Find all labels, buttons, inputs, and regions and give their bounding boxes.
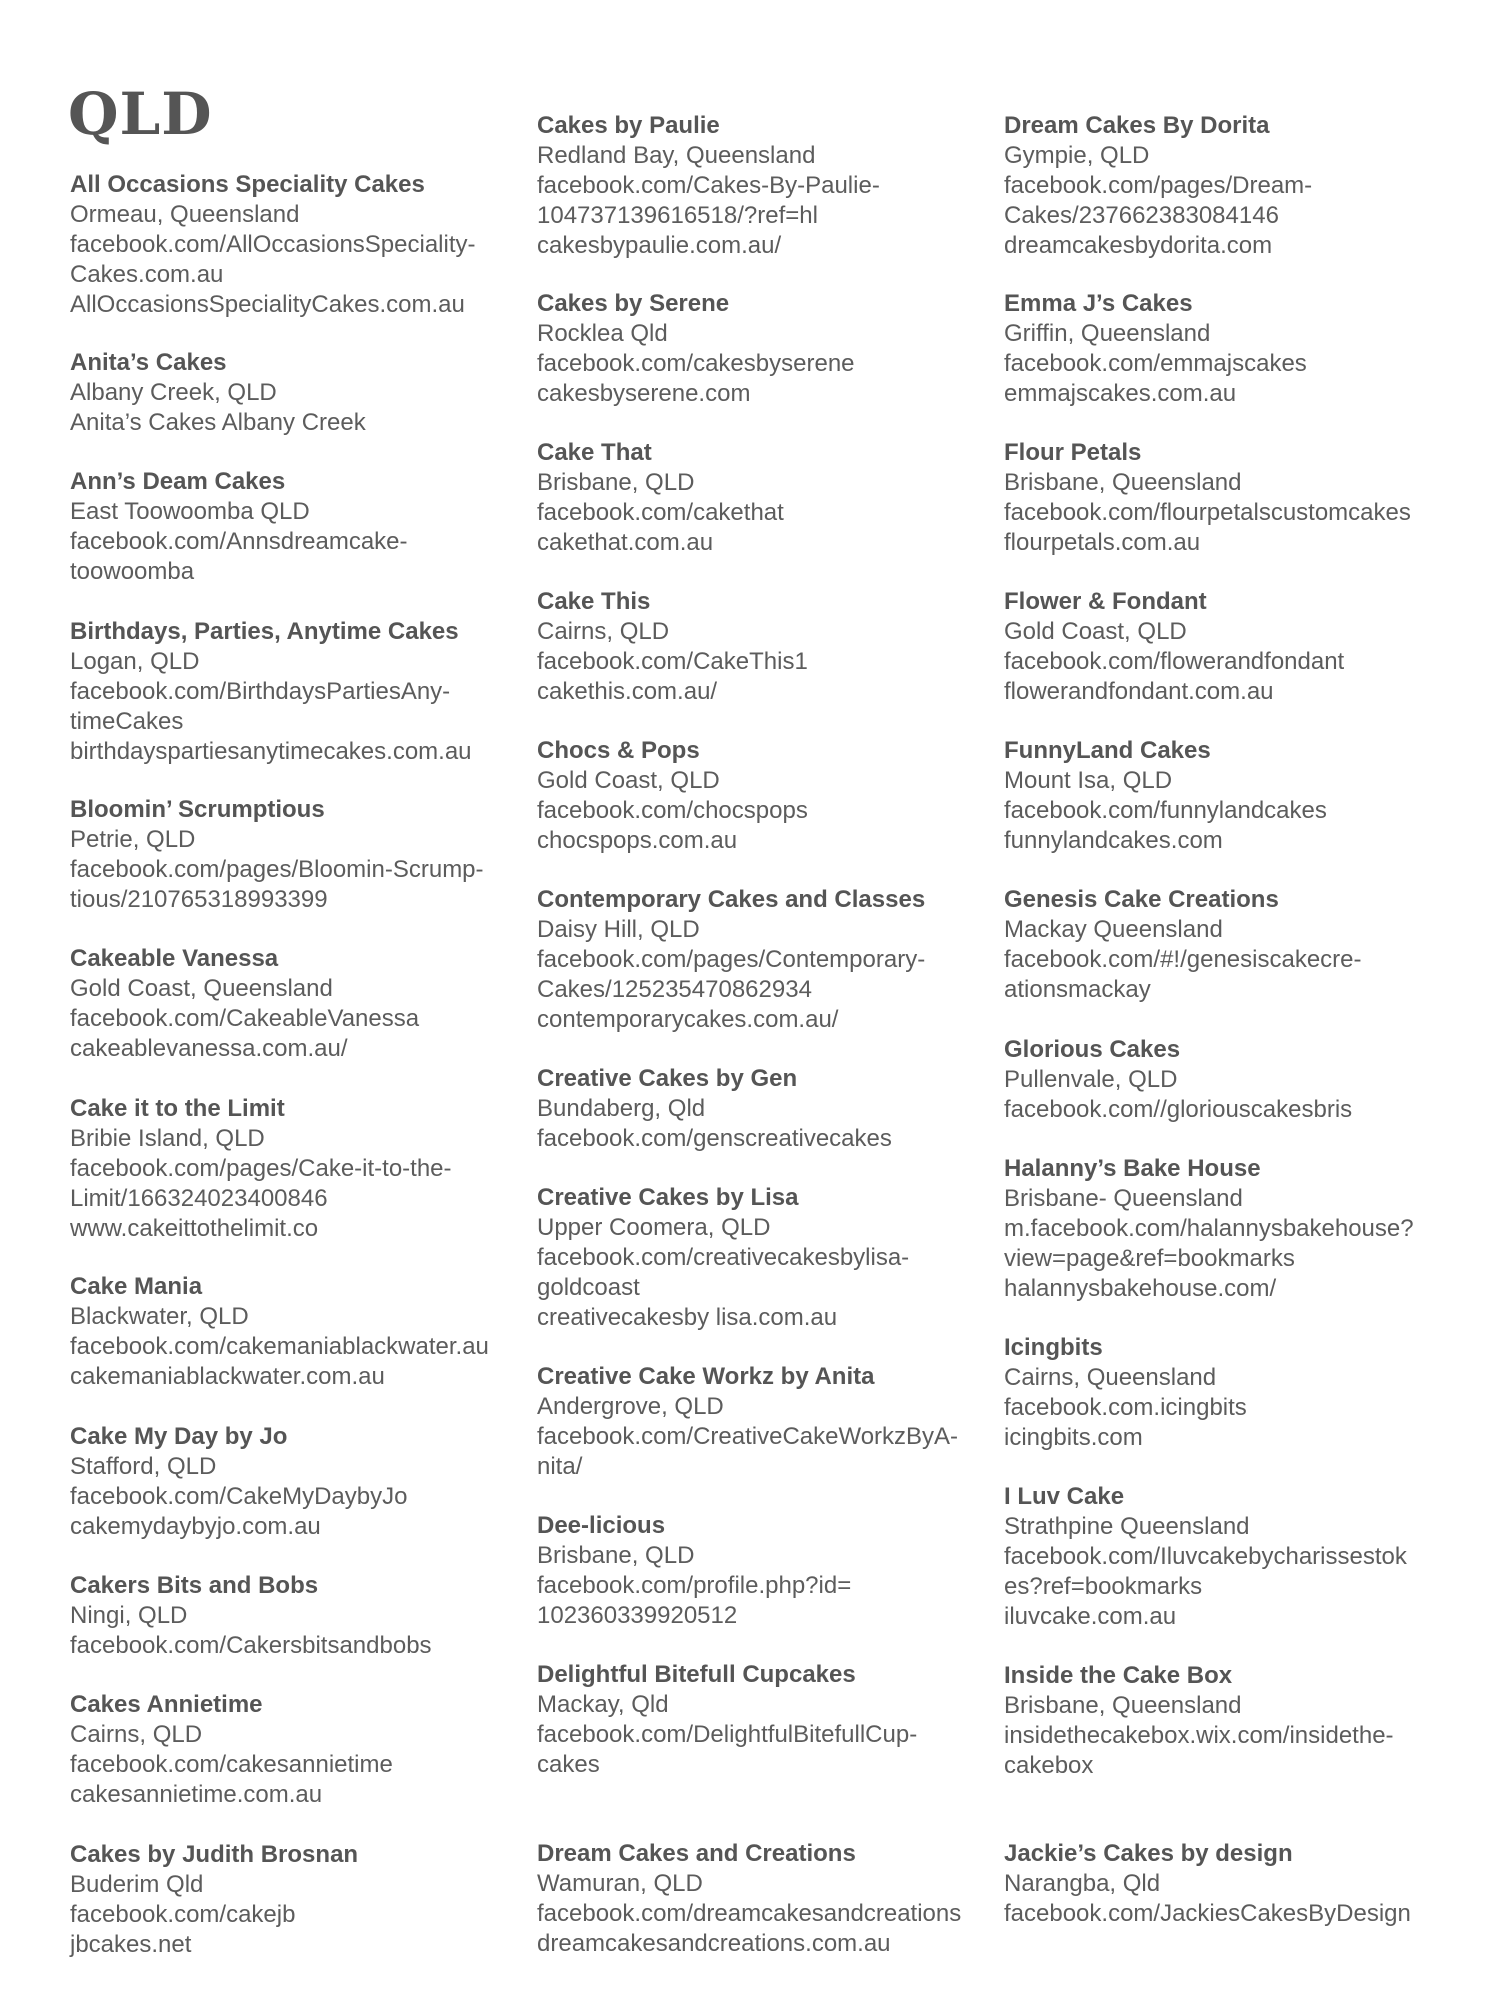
business-link: Cakes/125235470862934: [537, 976, 812, 1003]
business-name: Genesis Cake Creations: [1004, 886, 1279, 913]
business-link: m.facebook.com/halannysbakehouse?: [1004, 1215, 1414, 1242]
business-link: facebook.com/Annsdreamcake-: [70, 528, 408, 555]
business-link: facebook.com/pages/Cake-it-to-the-: [70, 1155, 452, 1182]
business-link: facebook.com/flowerandfondant: [1004, 648, 1345, 675]
business-link: contemporarycakes.com.au/: [537, 1006, 839, 1033]
business-link: timeCakes: [70, 708, 184, 735]
business-name: Cakers Bits and Bobs: [70, 1572, 319, 1599]
business-link: ationsmackay: [1004, 976, 1151, 1003]
business-name: Cakes by Judith Brosnan: [70, 1841, 359, 1868]
business-location: Brisbane, Queensland: [1004, 469, 1242, 496]
business-name: Birthdays, Parties, Anytime Cakes: [70, 618, 459, 645]
business-listing: [1004, 1333, 1474, 1453]
business-listing: [537, 1362, 1007, 1482]
business-listing: [1004, 1839, 1474, 1929]
business-name: Ann’s Deam Cakes: [70, 468, 286, 495]
business-name: Bloomin’ Scrumptious: [70, 796, 325, 823]
business-location: Gold Coast, Queensland: [70, 975, 333, 1002]
business-location: Strathpine Queensland: [1004, 1513, 1250, 1540]
business-link: dreamcakesandcreations.com.au: [537, 1930, 891, 1957]
business-listing: [537, 1839, 1007, 1959]
business-location: Brisbane, QLD: [537, 1542, 695, 1569]
business-link: cakemaniablackwater.com.au: [70, 1363, 385, 1390]
business-link: flowerandfondant.com.au: [1004, 678, 1274, 705]
business-link: cakesbyserene.com: [537, 380, 751, 407]
business-link: creativecakesby lisa.com.au: [537, 1304, 838, 1331]
business-listing: [70, 1690, 540, 1810]
business-link: jbcakes.net: [70, 1931, 192, 1958]
business-location: Bribie Island, QLD: [70, 1125, 265, 1152]
business-name: I Luv Cake: [1004, 1483, 1125, 1510]
business-link: 102360339920512: [537, 1602, 738, 1629]
business-name: Cakes by Paulie: [537, 112, 720, 139]
business-link: Cakes.com.au: [70, 261, 224, 288]
business-listing: [70, 1422, 540, 1542]
business-link: facebook.com/#!/genesiscakecre-: [1004, 946, 1362, 973]
business-name: Anita’s Cakes: [70, 349, 227, 376]
business-link: flourpetals.com.au: [1004, 529, 1201, 556]
business-link: facebook.com//gloriouscakesbris: [1004, 1096, 1353, 1123]
business-link: cakeablevanessa.com.au/: [70, 1035, 348, 1062]
business-location: Stafford, QLD: [70, 1453, 217, 1480]
business-name: Creative Cakes by Lisa: [537, 1184, 799, 1211]
business-location: Daisy Hill, QLD: [537, 916, 700, 943]
business-name: Dee-licious: [537, 1512, 666, 1539]
business-location: Ormeau, Queensland: [70, 201, 300, 228]
business-location: Griffin, Queensland: [1004, 320, 1211, 347]
business-name: Flour Petals: [1004, 439, 1142, 466]
business-link: facebook.com/Cakes-By-Paulie-: [537, 172, 880, 199]
business-link: facebook.com/BirthdaysPartiesAny-: [70, 678, 451, 705]
business-location: Buderim Qld: [70, 1871, 204, 1898]
business-link: facebook.com/flourpetalscustomcakes: [1004, 499, 1411, 526]
business-listing: [70, 348, 540, 438]
business-link: nita/: [537, 1453, 583, 1480]
business-link: view=page&ref=bookmarks: [1004, 1245, 1295, 1272]
business-location: Logan, QLD: [70, 648, 200, 675]
business-listing: [70, 944, 540, 1064]
business-link: facebook.com/Iluvcakebycharissestok: [1004, 1543, 1407, 1570]
business-link: Limit/166324023400846: [70, 1185, 328, 1212]
business-link: facebook.com/emmajscakes: [1004, 350, 1307, 377]
business-name: Glorious Cakes: [1004, 1036, 1181, 1063]
business-location: Cairns, QLD: [537, 618, 670, 645]
business-location: Mackay, Qld: [537, 1691, 669, 1718]
business-location: Redland Bay, Queensland: [537, 142, 816, 169]
business-link: facebook.com/cakethat: [537, 499, 784, 526]
business-link: facebook.com/pages/Bloomin-Scrump-: [70, 856, 484, 883]
business-link: cakesannietime.com.au: [70, 1781, 323, 1808]
business-location: Brisbane, Queensland: [1004, 1692, 1242, 1719]
business-location: Narangba, Qld: [1004, 1870, 1161, 1897]
business-name: Chocs & Pops: [537, 737, 700, 764]
business-listing: [537, 1064, 1007, 1154]
business-name: Delightful Bitefull Cupcakes: [537, 1661, 856, 1688]
business-location: Gold Coast, QLD: [537, 767, 720, 794]
business-listing: [537, 289, 1007, 409]
business-link: iluvcake.com.au: [1004, 1603, 1177, 1630]
business-link: www.cakeittothelimit.co: [70, 1215, 319, 1242]
business-listing: [70, 617, 540, 767]
business-listing: [70, 170, 540, 320]
business-name: Cakes by Serene: [537, 290, 730, 317]
business-location: Blackwater, QLD: [70, 1303, 249, 1330]
business-location: Petrie, QLD: [70, 826, 196, 853]
business-name: Cake My Day by Jo: [70, 1423, 288, 1450]
business-link: facebook.com/AllOccasionsSpeciality-: [70, 231, 476, 258]
business-link: facebook.com/dreamcakesandcreations: [537, 1900, 962, 1927]
business-name: Cakeable Vanessa: [70, 945, 279, 972]
business-link: cakethat.com.au: [537, 529, 714, 556]
business-link: facebook.com/JackiesCakesByDesign: [1004, 1900, 1411, 1927]
business-link: Anita’s Cakes Albany Creek: [70, 409, 366, 436]
business-name: Dream Cakes and Creations: [537, 1840, 856, 1867]
business-listing: [70, 795, 540, 915]
business-link: facebook.com/cakejb: [70, 1901, 296, 1928]
business-listing: [70, 1571, 540, 1661]
business-listing: [537, 1511, 1007, 1631]
business-name: Inside the Cake Box: [1004, 1662, 1233, 1689]
business-name: Cake Mania: [70, 1273, 203, 1300]
page-title: QLD: [68, 80, 213, 148]
business-name: Halanny’s Bake House: [1004, 1155, 1261, 1182]
business-link: cakebox: [1004, 1752, 1094, 1779]
business-listing: [537, 587, 1007, 707]
business-listing: [1004, 289, 1474, 409]
business-listing: [537, 885, 1007, 1035]
business-link: facebook.com/DelightfulBitefullCup-: [537, 1721, 918, 1748]
business-name: Cake it to the Limit: [70, 1095, 285, 1122]
business-link: es?ref=bookmarks: [1004, 1573, 1203, 1600]
business-link: birthdayspartiesanytimecakes.com.au: [70, 738, 472, 765]
business-location: Brisbane, QLD: [537, 469, 695, 496]
business-listing: [70, 1840, 540, 1960]
business-link: facebook.com.icingbits: [1004, 1394, 1247, 1421]
business-name: Dream Cakes By Dorita: [1004, 112, 1270, 139]
business-location: Cairns, Queensland: [1004, 1364, 1217, 1391]
business-location: Wamuran, QLD: [537, 1870, 703, 1897]
business-listing: [1004, 1154, 1474, 1304]
business-link: facebook.com/pages/Contemporary-: [537, 946, 926, 973]
business-link: halannysbakehouse.com/: [1004, 1275, 1277, 1302]
business-listing: [1004, 1482, 1474, 1632]
business-link: AllOccasionsSpecialityCakes.com.au: [70, 291, 465, 318]
business-link: emmajscakes.com.au: [1004, 380, 1237, 407]
business-location: Mackay Queensland: [1004, 916, 1223, 943]
business-name: Creative Cake Workz by Anita: [537, 1363, 875, 1390]
business-location: Gold Coast, QLD: [1004, 618, 1187, 645]
business-listing: [537, 111, 1007, 261]
business-location: Brisbane- Queensland: [1004, 1185, 1243, 1212]
business-link: facebook.com/funnylandcakes: [1004, 797, 1327, 824]
business-name: Cake This: [537, 588, 651, 615]
business-location: Bundaberg, Qld: [537, 1095, 706, 1122]
business-location: Gympie, QLD: [1004, 142, 1150, 169]
business-link: facebook.com/Cakersbitsandbobs: [70, 1632, 432, 1659]
business-listing: [1004, 885, 1474, 1005]
business-link: cakemydaybyjo.com.au: [70, 1513, 321, 1540]
business-link: tious/210765318993399: [70, 886, 328, 913]
business-link: funnylandcakes.com: [1004, 827, 1223, 854]
business-link: cakethis.com.au/: [537, 678, 718, 705]
business-link: facebook.com/CreativeCakeWorkzByA-: [537, 1423, 959, 1450]
business-location: Ningi, QLD: [70, 1602, 188, 1629]
business-link: facebook.com/creativecakesbylisa-: [537, 1244, 910, 1271]
business-link: facebook.com/genscreativecakes: [537, 1125, 892, 1152]
business-listing: [1004, 736, 1474, 856]
business-link: cakesbypaulie.com.au/: [537, 232, 782, 259]
business-link: insidethecakebox.wix.com/insidethe-: [1004, 1722, 1394, 1749]
business-link: icingbits.com: [1004, 1424, 1143, 1451]
business-location: Upper Coomera, QLD: [537, 1214, 771, 1241]
business-link: facebook.com/cakemaniablackwater.au: [70, 1333, 489, 1360]
business-link: facebook.com/chocspops: [537, 797, 808, 824]
business-location: Pullenvale, QLD: [1004, 1066, 1178, 1093]
business-link: facebook.com/pages/Dream-: [1004, 172, 1313, 199]
business-link: 104737139616518/?ref=hl: [537, 202, 818, 229]
business-link: goldcoast: [537, 1274, 640, 1301]
business-link: facebook.com/cakesannietime: [70, 1751, 393, 1778]
business-link: facebook.com/CakeableVanessa: [70, 1005, 420, 1032]
business-listing: [1004, 438, 1474, 558]
business-listing: [70, 1094, 540, 1244]
business-listing: [70, 467, 540, 587]
business-link: facebook.com/CakeThis1: [537, 648, 808, 675]
business-location: Andergrove, QLD: [537, 1393, 724, 1420]
business-name: Icingbits: [1004, 1334, 1103, 1361]
business-name: Emma J’s Cakes: [1004, 290, 1193, 317]
business-listing: [1004, 1035, 1474, 1125]
business-name: FunnyLand Cakes: [1004, 737, 1211, 764]
business-listing: [537, 438, 1007, 558]
business-name: Jackie’s Cakes by design: [1004, 1840, 1293, 1867]
business-name: Creative Cakes by Gen: [537, 1065, 798, 1092]
business-link: facebook.com/CakeMyDaybyJo: [70, 1483, 408, 1510]
business-listing: [537, 1660, 1007, 1780]
business-name: Cake That: [537, 439, 652, 466]
business-location: Cairns, QLD: [70, 1721, 203, 1748]
business-link: facebook.com/cakesbyserene: [537, 350, 855, 377]
business-link: chocspops.com.au: [537, 827, 738, 854]
business-location: East Toowoomba QLD: [70, 498, 310, 525]
business-listing: [1004, 111, 1474, 261]
business-link: cakes: [537, 1751, 600, 1778]
business-link: toowoomba: [70, 558, 195, 585]
business-name: Contemporary Cakes and Classes: [537, 886, 926, 913]
business-listing: [1004, 587, 1474, 707]
business-name: Cakes Annietime: [70, 1691, 263, 1718]
business-location: Mount Isa, QLD: [1004, 767, 1173, 794]
business-listing: [1004, 1661, 1474, 1781]
business-listing: [537, 1183, 1007, 1333]
business-listing: [537, 736, 1007, 856]
business-link: Cakes/237662383084146: [1004, 202, 1279, 229]
business-link: dreamcakesbydorita.com: [1004, 232, 1273, 259]
business-name: Flower & Fondant: [1004, 588, 1207, 615]
business-link: facebook.com/profile.php?id=: [537, 1572, 852, 1599]
business-location: Rocklea Qld: [537, 320, 668, 347]
business-listing: [70, 1272, 540, 1392]
business-location: Albany Creek, QLD: [70, 379, 277, 406]
business-name: All Occasions Speciality Cakes: [70, 171, 425, 198]
